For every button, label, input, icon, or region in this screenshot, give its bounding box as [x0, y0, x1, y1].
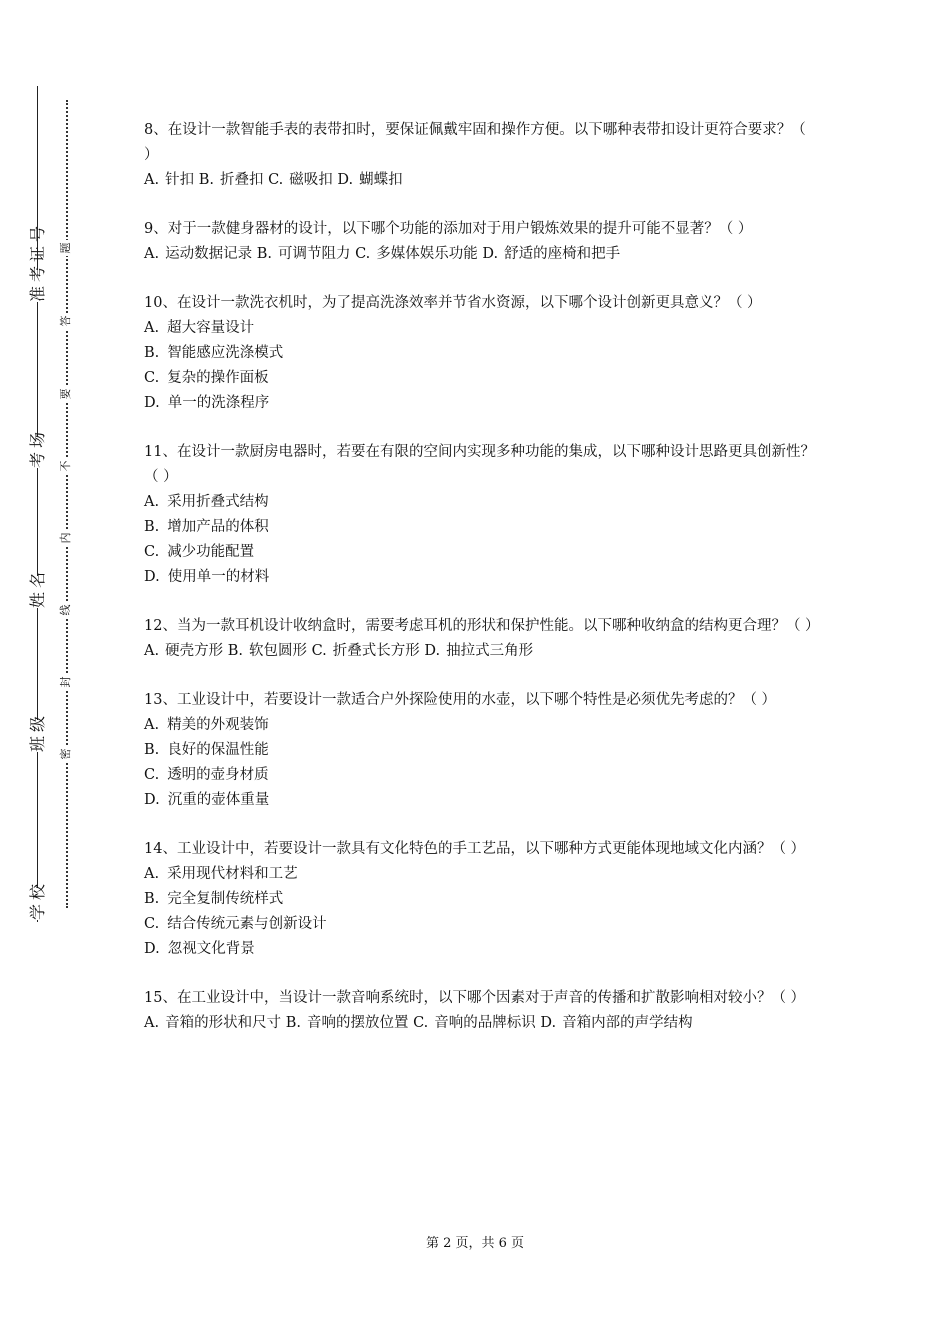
option-letter: A.: [144, 320, 160, 336]
option-letter: B.: [144, 345, 160, 361]
question-10: [144, 291, 816, 416]
option-text: 良好的保温性能: [167, 742, 269, 758]
option-text: 使用单一的材料: [167, 569, 270, 585]
option-text: 减少功能配置: [167, 544, 255, 560]
question-stem: 10、在设计一款洗衣机时，为了提高洗涤效率并节省水资源，以下哪个设计创新更具意义？（ ）: [144, 295, 762, 311]
option-b: [144, 738, 816, 763]
option-letter: A.: [144, 866, 160, 882]
field-label-class: 班级: [28, 711, 47, 752]
option-a: [144, 862, 816, 887]
question-stem: 8、在设计一款智能手表的表带扣时，要保证佩戴牢固和操作方便。以下哪种表带扣设计更符合要求？（ ）: [144, 122, 806, 163]
option-text: 音响的品牌标识: [434, 1015, 536, 1031]
option-letter: C.: [311, 643, 327, 659]
field-label-name: 姓名: [28, 567, 47, 608]
option-a: [144, 490, 816, 515]
question-stem: 13、工业设计中，若要设计一款适合户外探险使用的水壶，以下哪个特性是必须优先考虑的？（ ）: [144, 692, 777, 708]
seal-char: 不: [58, 458, 74, 474]
option-letter: A.: [144, 1015, 160, 1031]
question-15: [144, 986, 816, 1036]
option-d: [144, 565, 816, 590]
page-number: 第 2 页，共 6 页: [425, 1236, 525, 1251]
question-8: [144, 118, 816, 193]
option-letter: B.: [144, 742, 160, 758]
option-text: 完全复制传统样式: [167, 891, 284, 907]
option-text: 精美的外观装饰: [167, 717, 269, 733]
option-letter: A.: [144, 643, 160, 659]
question-11: [144, 440, 816, 590]
option-text: 音响的摆放位置: [306, 1015, 409, 1031]
question-stem: 14、工业设计中，若要设计一款具有文化特色的手工艺品，以下哪种方式更能体现地域文化内涵？（ ）: [144, 841, 806, 857]
question-14: [144, 837, 816, 962]
option-letter: C.: [355, 246, 371, 262]
option-d: [144, 788, 816, 813]
option-letter: C.: [268, 172, 284, 188]
option-letter: A.: [144, 172, 160, 188]
option-text: 复杂的操作面板: [167, 370, 269, 386]
seal-char: 答: [58, 313, 74, 329]
option-text: 运动数据记录: [165, 246, 253, 262]
option-letter: D.: [144, 569, 160, 585]
option-letter: B.: [144, 891, 160, 907]
option-letter: D.: [337, 172, 354, 188]
option-b: [144, 887, 816, 912]
question-12: [144, 614, 820, 664]
option-text: 采用折叠式结构: [167, 494, 269, 510]
option-text: 智能感应洗涤模式: [167, 345, 284, 361]
option-text: 增加产品的体积: [167, 519, 269, 535]
option-a: [144, 713, 816, 738]
option-d: [144, 391, 816, 416]
option-letter: C.: [413, 1015, 429, 1031]
seal-char: 内: [58, 530, 74, 546]
binding-solid-line: [37, 86, 38, 922]
option-b: [144, 515, 816, 540]
seal-char: 线: [58, 602, 74, 618]
question-stem: 15、在工业设计中，当设计一款音响系统时，以下哪个因素对于声音的传播和扩散影响相对较小？（ ）: [144, 990, 806, 1006]
option-row: [144, 168, 816, 193]
option-text: 沉重的壶体重量: [167, 792, 270, 808]
option-text: 针扣: [165, 172, 195, 188]
field-label-exam-number: 准考证号: [28, 221, 47, 302]
option-text: 折叠式长方形: [332, 643, 420, 659]
option-text: 结合传统元素与创新设计: [167, 916, 327, 932]
option-c: [144, 540, 816, 565]
option-c: [144, 763, 816, 788]
option-letter: C.: [144, 370, 160, 386]
question-stem: 9、对于一款健身器材的设计，以下哪个功能的添加对于用户锻炼效果的提升可能不显著？（ ）: [144, 221, 753, 237]
option-c: [144, 366, 816, 391]
option-text: 软包圆形: [248, 643, 307, 659]
option-text: 舒适的座椅和把手: [504, 246, 621, 262]
question-stem: 12、当为一款耳机设计收纳盒时，需要考虑耳机的形状和保护性能。以下哪种收纳盒的结构更合理？（ ）: [144, 618, 820, 634]
option-letter: D.: [482, 246, 499, 262]
option-text: 蝴蝶扣: [359, 172, 403, 188]
option-text: 多媒体娱乐功能: [376, 246, 478, 262]
seal-char: 封: [58, 674, 74, 690]
option-text: 可调节阻力: [277, 246, 351, 262]
option-letter: C.: [144, 767, 160, 783]
option-letter: B.: [285, 1015, 301, 1031]
option-text: 超大容量设计: [167, 320, 255, 336]
option-letter: D.: [144, 941, 160, 957]
option-letter: D.: [424, 643, 441, 659]
option-text: 忽视文化背景: [167, 941, 255, 957]
option-letter: D.: [144, 792, 160, 808]
option-b: [144, 341, 816, 366]
option-letter: B.: [198, 172, 214, 188]
option-text: 单一的洗涤程序: [167, 395, 270, 411]
option-letter: C.: [144, 544, 160, 560]
option-letter: D.: [540, 1015, 557, 1031]
option-text: 采用现代材料和工艺: [167, 866, 298, 882]
option-letter: B.: [227, 643, 243, 659]
option-d: [144, 937, 816, 962]
option-text: 抽拉式三角形: [446, 643, 534, 659]
question-9: [144, 217, 816, 267]
option-letter: A.: [144, 494, 160, 510]
field-label-school: 学校: [28, 879, 47, 920]
option-text: 硬壳方形: [165, 643, 224, 659]
option-letter: B.: [256, 246, 272, 262]
field-label-exam-room: 考场: [28, 427, 47, 468]
option-text: 透明的壶身材质: [167, 767, 269, 783]
option-text: 音箱的形状和尺寸: [165, 1015, 282, 1031]
seal-char: 密: [58, 746, 74, 762]
option-letter: A.: [144, 717, 160, 733]
option-letter: C.: [144, 916, 160, 932]
option-text: 音箱内部的声学结构: [562, 1015, 693, 1031]
option-letter: D.: [144, 395, 160, 411]
question-13: [144, 688, 816, 813]
option-a: [144, 316, 816, 341]
seal-char: 要: [58, 386, 74, 402]
binding-dotted-line: [66, 100, 68, 908]
option-row: [144, 242, 816, 267]
option-text: 折叠扣: [219, 172, 264, 188]
option-letter: B.: [144, 519, 160, 535]
question-stem: 11、在设计一款厨房电器时，若要在有限的空间内实现多种功能的集成，以下哪种设计思路更具创新性？（ ）: [144, 444, 815, 485]
option-row: [144, 639, 816, 664]
option-c: [144, 912, 816, 937]
seal-char: 题: [58, 240, 74, 256]
option-text: 磁吸扣: [289, 172, 333, 188]
option-letter: A.: [144, 246, 160, 262]
question-list: [144, 118, 820, 1060]
option-row: [144, 1011, 816, 1036]
